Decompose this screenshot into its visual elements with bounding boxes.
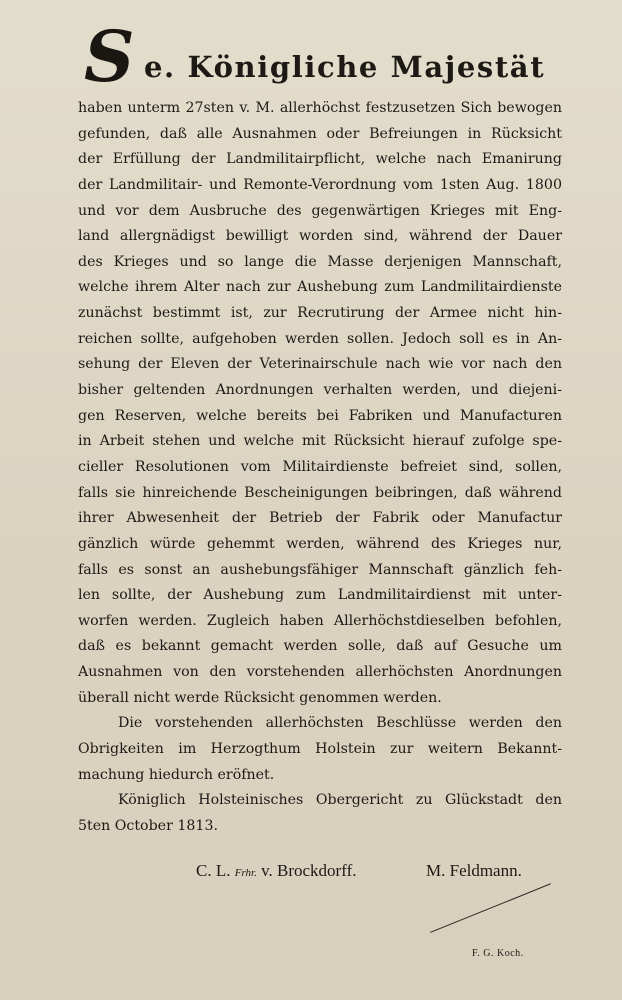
signatures: [196, 861, 556, 889]
text-line: Ausnahmen von den vorstehenden allerhöchsten Anordnungen: [78, 664, 562, 681]
printer-rule: [430, 883, 551, 933]
signature-initials: C. L.: [196, 861, 231, 880]
text-line: cieller Resolutionen vom Militairdienste befreiet sind, sollen,: [78, 458, 562, 475]
heading: [84, 15, 604, 98]
text-line: gen Reserven, welche bereits bei Fabriken und Manufacturen: [78, 407, 562, 424]
text-line: falls es sonst an aushebungsfähiger Mannschaft gänzlich feh-: [78, 561, 562, 578]
text-line: len sollte, der Aushebung zum Landmilitairdienst mit unter-: [78, 587, 562, 604]
signature-surname: v. Brockdorff.: [261, 861, 357, 880]
text-line: Königlich Holsteinisches Obergericht zu Glückstadt den: [118, 792, 562, 809]
text-line: worfen werden. Zugleich haben Allerhöchstdieselben befohlen,: [78, 612, 562, 629]
text-line: sehung der Eleven der Veterinairschule nach wie vor nach den: [78, 356, 562, 373]
text-line: in Arbeit stehen und welche mit Rücksicht hierauf zufolge spe-: [78, 433, 562, 450]
text-line: des Krieges und so lange die Masse derjenigen Mannschaft,: [78, 253, 562, 270]
text-line: überall nicht werde Rücksicht genommen werden.: [78, 689, 442, 706]
text-line: und vor dem Ausbruche des gegenwärtigen Krieges mit Eng-: [78, 202, 562, 219]
text-line: Obrigkeiten im Herzogthum Holstein zur weitern Bekannt-: [78, 741, 562, 758]
text-line: falls sie hinreichende Bescheinigungen beibringen, daß während: [78, 484, 562, 501]
text-line: 5ten October 1813.: [78, 817, 218, 834]
text-line: zunächst bestimmt ist, zur Recrutirung der Armee nicht hin-: [78, 305, 562, 322]
text-line: daß es bekannt gemacht werden solle, daß auf Gesuche um: [78, 638, 562, 655]
text-line: der Erfüllung der Landmilitairpflicht, welche nach Emanirung: [78, 151, 562, 168]
text-line: machung hiedurch eröfnet.: [78, 766, 275, 783]
text-line: Die vorstehenden allerhöchsten Beschlüsse werden den: [118, 715, 562, 732]
signature-title: Frhr.: [234, 867, 257, 879]
body-text: [78, 96, 562, 840]
text-line: bisher geltenden Anordnungen verhalten werden, und diejeni-: [78, 382, 562, 399]
printer-name: F. G. Koch.: [472, 948, 524, 959]
heading-text: e. Königliche Majestät: [144, 50, 546, 84]
text-line: ihrer Abwesenheit der Betrieb der Fabrik oder Manufactur: [78, 510, 562, 527]
text-line: haben unterm 27sten v. M. allerhöchst festzusetzen Sich bewogen: [78, 100, 562, 116]
text-line: gänzlich würde gehemmt werden, während des Krieges nur,: [78, 535, 562, 552]
text-line: reichen sollte, aufgehoben werden sollen. Jedoch soll es in An-: [78, 330, 562, 347]
signature-feldmann: M. Feldmann.: [426, 861, 522, 880]
text-line: gefunden, daß alle Ausnahmen oder Befreiungen in Rücksicht: [78, 125, 562, 142]
text-line: der Landmilitair- und Remonte-Verordnung vom 1sten Aug. 1800: [78, 176, 562, 193]
text-line: land allergnädigst bewilligt worden sind, während der Dauer: [78, 228, 562, 245]
signature-brockdorff: [196, 861, 356, 881]
text-line: welche ihrem Alter nach zur Aushebung zum Landmilitairdienste: [78, 279, 562, 296]
heading-initial: S: [84, 15, 135, 98]
